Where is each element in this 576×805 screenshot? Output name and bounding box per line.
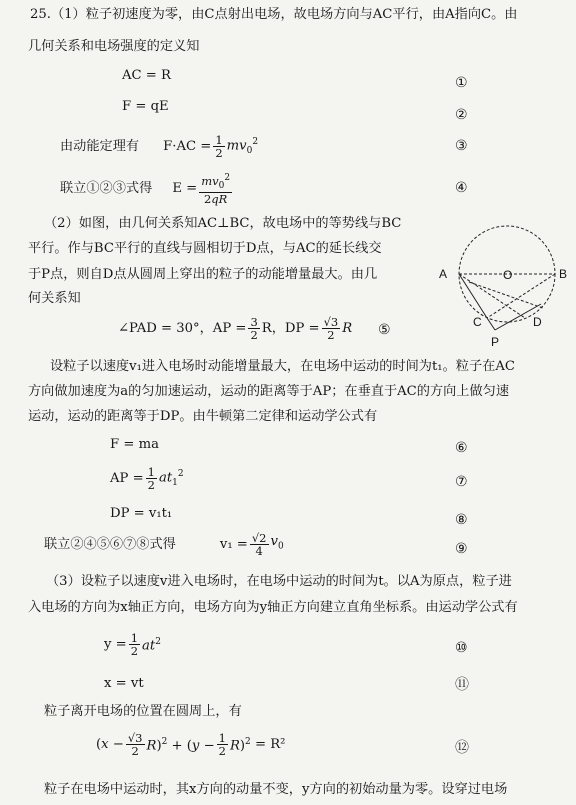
- eq3-left: F·AC =: [163, 138, 212, 154]
- fraction-half-2: $\frac{1}{2}$: [147, 465, 155, 493]
- equation-9: 联立②④⑤⑥⑦⑧式得 v₁ = $\frac{√2}{4}$ $v_0$: [44, 531, 284, 558]
- fraction-e: $\frac{mv_0^2}{2qR}$: [201, 173, 231, 207]
- eq4-left: E =: [172, 180, 198, 196]
- part2-para3: 运动，运动的距离等于DP。由牛顿第二定律和运动学公式有: [28, 409, 378, 424]
- fraction-sqrt3-half: $\frac{√3}{2}$: [323, 315, 339, 342]
- dashed-path: [469, 282, 543, 308]
- equation-11: x = vt: [104, 676, 144, 691]
- eq9-left: v₁ =: [219, 536, 248, 552]
- label-p: P: [491, 335, 500, 349]
- eq9-prefix: 联立②④⑤⑥⑦⑧式得: [44, 536, 176, 552]
- part2-line4: 何关系知: [28, 291, 81, 306]
- label-o: O: [503, 268, 513, 282]
- eq7-left: AP =: [110, 470, 144, 486]
- circled-4: ④: [455, 180, 468, 196]
- circled-12: ⑫: [455, 740, 469, 756]
- equation-12: (x − $\frac{√3}{2}$ R)$^2$ + (y − $\frac{1}{2}$ R)$^2$ = R²: [96, 731, 286, 758]
- line-cp: [487, 318, 495, 330]
- circled-10: ⑩: [455, 640, 468, 656]
- part2-line2: 平行。作与BC平行的直线与圆相切于D点，与AC的延长线交: [28, 241, 382, 256]
- fraction-half-4: $\frac{1}{2}$: [218, 731, 226, 758]
- circled-1: ①: [455, 75, 468, 91]
- fraction-sqrt3-half-2: $\frac{√3}{2}$: [127, 731, 143, 758]
- label-a: A: [439, 267, 448, 281]
- fraction-sqrt2-4: $\frac{√2}{4}$: [251, 531, 267, 558]
- equation-8: DP = v₁t₁: [110, 506, 173, 521]
- eq5-dp: R，DP =: [261, 320, 320, 336]
- equation-1: AC = R: [122, 68, 171, 83]
- circled-8: ⑧: [455, 512, 468, 528]
- eq5-angle: ∠PAD = 30°，AP =: [118, 320, 247, 336]
- part2-para2: 方向做加速度为a的匀加速运动，运动的距离等于AP；在垂直于AC的方向上做匀速: [28, 384, 510, 399]
- equation-7: AP = $\frac{1}{2}$ $at_1^2$: [110, 465, 184, 493]
- label-b: B: [559, 267, 568, 281]
- equation-5: ∠PAD = 30°，AP = $\frac{3}{2}$ R，DP = $\frac{√3}{2}$ R: [118, 315, 353, 342]
- eq3-prefix: 由动能定理有: [60, 138, 140, 154]
- fraction-three-halves: $\frac{3}{2}$: [250, 315, 258, 342]
- label-d: D: [533, 315, 542, 329]
- fraction-half: $\frac{1}{2}$: [215, 133, 223, 161]
- part2-line3: 于P点，则自D点从圆周上穿出的粒子的动能增量最大。由几: [28, 267, 378, 282]
- equation-2: F = qE: [122, 99, 169, 114]
- line-ad: [459, 274, 525, 318]
- circled-7: ⑦: [455, 474, 468, 490]
- part3-line3: 粒子离开电场的位置在圆周上，有: [44, 704, 242, 719]
- equation-3: 由动能定理有 F·AC = $\frac{1}{2}$ $mv_0^2$: [60, 133, 259, 161]
- part1-line1: 25.（1）粒子初速度为零，由C点射出电场，故电场方向与AC平行，由A指向C。由: [30, 7, 518, 22]
- part3-line4: 粒子在电场中运动时，其x方向的动量不变，y方向的初始动量为零。设穿过电场: [44, 782, 508, 797]
- equation-6: F = ma: [110, 437, 159, 452]
- circle-diagram: [425, 222, 575, 364]
- equation-10: y = $\frac{1}{2}$ $at^2$: [104, 631, 161, 658]
- part2-line1: （2）如图，由几何关系知AC⊥BC，故电场中的等势线与BC: [44, 216, 402, 231]
- fraction-half-3: $\frac{1}{2}$: [130, 631, 139, 658]
- part3-line1: （3）设粒子以速度v进入电场时，在电场中运动的时间为t。以A为原点，粒子进: [46, 574, 512, 589]
- part1-line2: 几何关系和电场强度的定义知: [28, 39, 200, 54]
- circled-2: ②: [455, 107, 468, 123]
- eq10-left: y =: [104, 636, 127, 652]
- eq12-right: = R²: [254, 736, 286, 752]
- label-c: C: [473, 315, 482, 329]
- equation-4: [60, 172, 234, 205]
- part2-para1: 设粒子以速度v₁进入电场时动能增量最大，在电场中运动的时间为t₁。粒子在AC: [50, 359, 515, 374]
- circled-3: ③: [455, 138, 468, 154]
- eq4-prefix: 联立①②③式得: [60, 180, 153, 196]
- circled-5: ⑤: [378, 322, 391, 338]
- circled-11: ⑪: [455, 677, 469, 693]
- line-ac: [459, 274, 487, 318]
- line-bc: [487, 274, 555, 318]
- circled-6: ⑥: [455, 440, 468, 456]
- circled-9: ⑨: [455, 541, 468, 557]
- part3-line2: 入电场的方向为x轴正方向，电场方向为y轴正方向建立直角坐标系。由运动学公式有: [28, 600, 518, 615]
